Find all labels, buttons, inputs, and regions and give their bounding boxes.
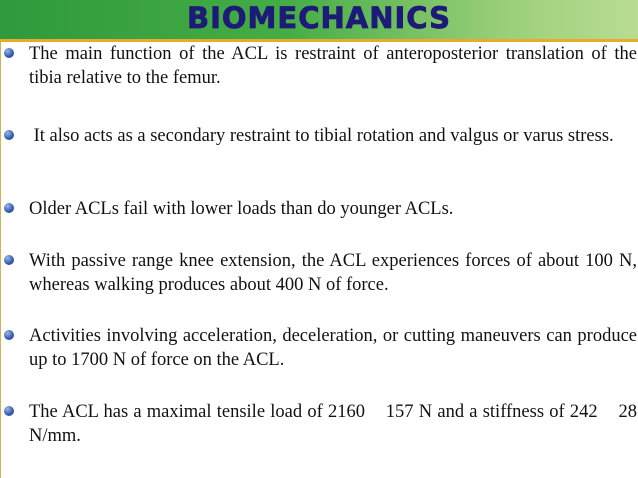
bullet-text: Older ACLs fail with lower loads than do younger ACLs. — [29, 199, 454, 219]
bullet-icon — [4, 406, 14, 416]
bullet-text: With passive range knee extension, the ACL experiences forces of about 100 N, whereas walking produces about 400 N of force. — [29, 251, 637, 295]
bullet-text: The ACL has a maximal tensile load of 2160 157 N and a stiffness of 242 28 N/mm. — [29, 402, 637, 446]
bullet-text: The main function of the ACL is restraint of anteroposterior translation of the tibia relative to the femur. — [29, 44, 637, 88]
slide-content — [0, 42, 638, 478]
bullet-text: Activities involving acceleration, deceleration, or cutting maneuvers can produce up to 1700 N of force on the ACL. — [29, 326, 637, 370]
bullet-icon — [4, 255, 14, 265]
title-bar — [0, 0, 638, 42]
bullet-icon — [4, 48, 14, 58]
bullet-icon — [4, 330, 14, 340]
bullet-icon — [4, 203, 14, 213]
slide-title: BIOMECHANICS — [187, 1, 451, 35]
bullet-text: It also acts as a secondary restraint to tibial rotation and valgus or varus stress. — [29, 126, 614, 146]
bullet-icon — [4, 130, 14, 140]
